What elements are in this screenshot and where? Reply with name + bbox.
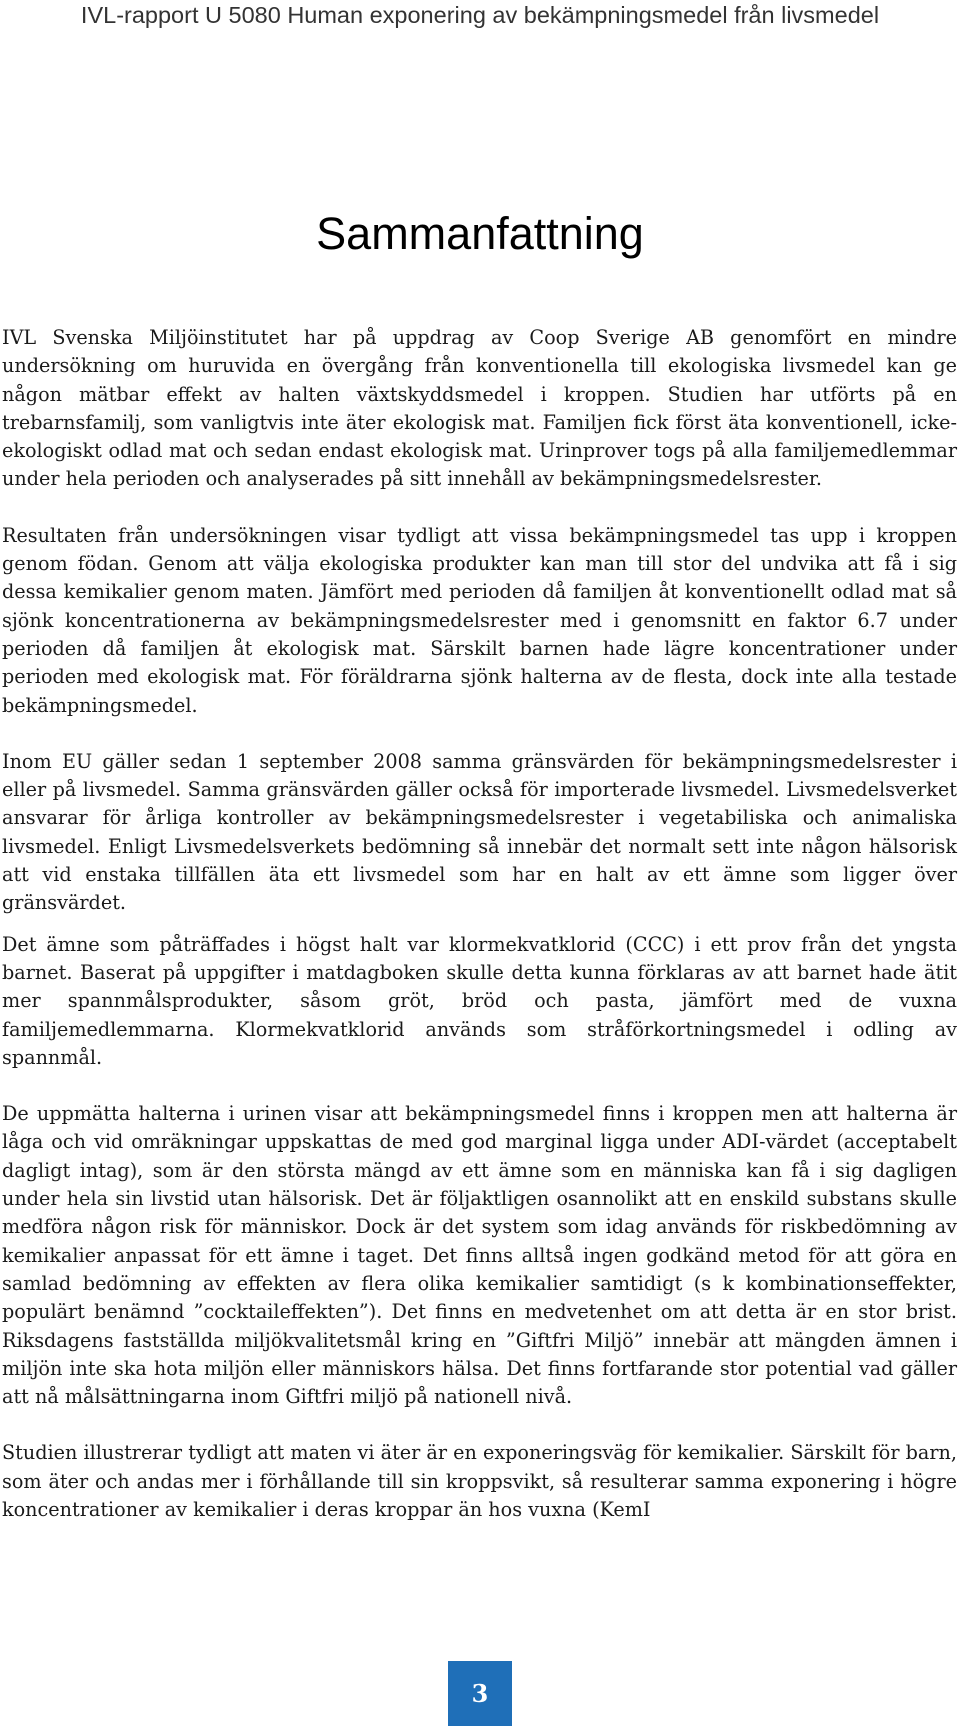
paragraph-eu-limits: Inom EU gäller sedan 1 september 2008 samma gränsvärden för bekämpningsmedelsrester i eller på livsmedel. Samma gränsvärden gäller också för importerade livsmedel. Livsmedelsverket ansvarar för årliga kontroller av bekämpningsmedelsrester i vegetabiliska och animaliska livsmedel. Enligt Livsmedelsverkets bedömning så innebär det normalt sett inte någon hälsorisk att vid enstaka tillfällen äta ett livsmedel som har en halt av ett ämne som ligger över gränsvärdet. xyxy=(2,749,957,915)
paragraph-results: Resultaten från undersökningen visar tydligt att vissa bekämpningsmedel tas upp i kroppen genom födan. Genom att välja ekologiska produkter kan man till stor del undvika att få i sig dessa kemikalier genom maten. Jämfört med perioden då familjen åt konventionellt odlad mat så sjönk koncentrationerna av bekämpningsmedelsrester med i genomsnitt en faktor 6.7 under perioden då familjen åt ekologisk mat. Särskilt barnen hade lägre koncentrationer under perioden med ekologisk mat. För föräldrarna sjönk halterna av de flesta, dock inte alla testade bekämpningsmedel. xyxy=(2,523,957,717)
paragraph-adi: De uppmätta halterna i urinen visar att bekämpningsmedel finns i kroppen men att halterna är låga och vid omräkningar uppskattas de med god marginal ligga under ADI-värdet (acceptabelt dagligt intag), som är den största mängd av ett ämne som en människa kan få i sig dagligen under hela sin livstid utan hälsorisk. Det är följaktligen osannolikt att en enskild substans skulle medföra någon risk för människor. Dock är det system som idag används för riskbedömning av kemikalier anpassat för ett ämne i taget. Det finns alltså ingen godkänd metod för att göra en samlad bedömning av effekten av flera olika kemikalier samtidigt (s k kombinationseffekter, populärt benämnd ”cocktaileffekten”). Det finns en medvetenhet om att detta är en stor brist. Riksdagens fastställda miljökvalitetsmål kring en ”Giftfri Miljö” innebär att mängden ämnen i miljön inte ska hota miljön eller människors hälsa. Det finns fortfarande stor potential vad gäller att nå målsättningarna inom Giftfri miljö på nationell nivå. xyxy=(2,1102,957,1409)
paragraph-exposure: Studien illustrerar tydligt att maten vi äter är en exponeringsväg för kemikalier. Särskilt för barn, som äter och andas mer i förhållande till sin kroppsvikt, så resulterar samma exponering i högre koncentrationer av kemikalier i deras kroppar än hos vuxna (KemI xyxy=(2,1441,957,1521)
page-number-badge: 3 xyxy=(448,1661,512,1726)
section-title: Sammanfattning xyxy=(316,208,644,259)
paragraph-summary-intro: IVL Svenska Miljöinstitutet har på uppdrag av Coop Sverige AB genomfört en mindre undersökning om huruvida en övergång från konventionella till ekologiska livsmedel kan ge någon mätbar effekt av halten växtskyddsmedel i kroppen. Studien har utförts på en trebarnsfamilj, som vanligtvis inte äter ekologisk mat. Familjen fick först äta konventionell, icke-ekologiskt odlad mat och sedan endast ekologisk mat. Urinprover togs på alla familjemedlemmar under hela perioden och analyserades på sitt innehåll av bekämpningsmedelsrester. xyxy=(2,326,957,491)
running-header: IVL-rapport U 5080 Human exponering av bekämpningsmedel från livsmedel xyxy=(80,2,880,28)
body-text xyxy=(2,324,957,1524)
paragraph-ccc: Det ämne som påträffades i högst halt var klormekvatklorid (CCC) i ett prov från det yngsta barnet. Baserat på uppgifter i matdagboken skulle detta kunna förklaras av att barnet hade ätit mer spannmålsprodukter, såsom gröt, bröd och pasta, jämfört med de vuxna familjemedlemmarna. Klormekvatklorid används som stråförkortningsmedel i odling av spannmål. xyxy=(2,932,957,1069)
